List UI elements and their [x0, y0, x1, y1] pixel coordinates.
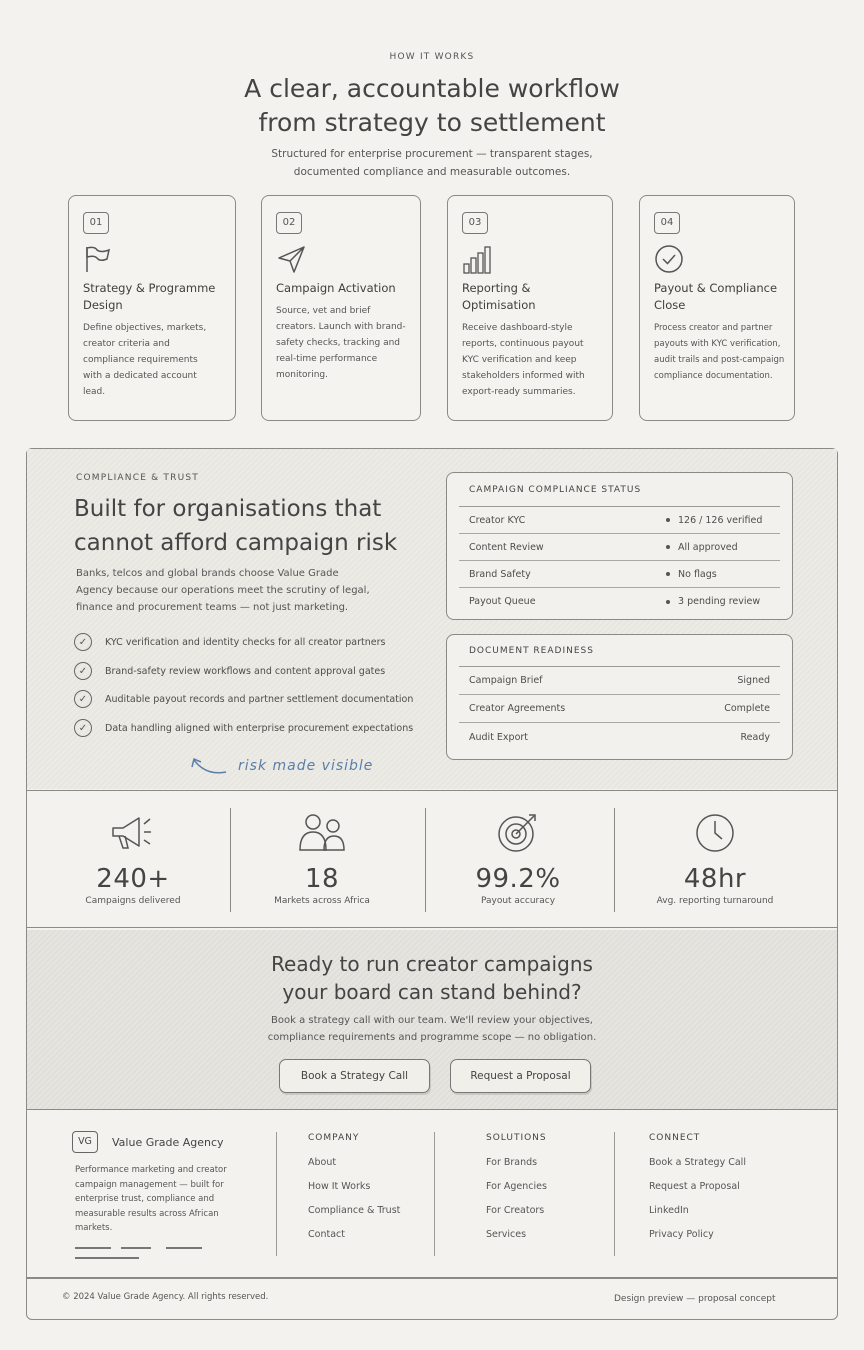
social-link-placeholder[interactable] [166, 1247, 202, 1249]
cta-title-line-2: your board can stand behind? [282, 980, 582, 1004]
footer-link-how-it-works[interactable]: How It Works [308, 1181, 371, 1192]
check-item [74, 660, 385, 682]
cta-title-line-1: Ready to run creator campaigns [271, 952, 593, 976]
page-title-line-1: A clear, accountable workflow [244, 74, 620, 103]
footer-column-heading: CONNECT [649, 1133, 701, 1143]
cta-body [232, 1012, 632, 1046]
status-label: Payout Queue [469, 596, 536, 607]
footer-link-strategy-call[interactable]: Book a Strategy Call [649, 1157, 746, 1168]
compliance-body: Banks, telcos and global brands choose Value Grade Agency because our operations meet the scrutiny of legal, finance and procurement teams — not just marketing. [76, 568, 370, 613]
step-card-strategy [68, 195, 236, 421]
status-label: Content Review [469, 541, 544, 553]
status-value: No flags [678, 568, 717, 580]
check-item-text: KYC verification and identity checks for all creator partners [105, 636, 386, 648]
document-value: Complete [724, 703, 770, 714]
check-item [74, 631, 385, 653]
check-item-text: Brand-safety review workflows and content approval gates [105, 665, 386, 677]
footer-link-contact[interactable]: Contact [308, 1229, 345, 1240]
status-label: Creator KYC [469, 514, 526, 526]
footer-divider [614, 1132, 615, 1256]
cta-body-line-1: Book a strategy call with our team. We'll review your objectives, [271, 1015, 593, 1026]
status-value: All approved [678, 541, 738, 553]
page-subtitle [232, 145, 632, 181]
cta-title [0, 950, 864, 1006]
compliance-eyebrow: COMPLIANCE & TRUST [76, 473, 199, 483]
footer-link-proposal[interactable]: Request a Proposal [649, 1181, 740, 1192]
status-value: 126 / 126 verified [678, 514, 763, 526]
check-item-text: Auditable payout records and partner settlement documentation [105, 693, 414, 705]
step-title: Payout & Compliance Close [654, 281, 778, 312]
request-proposal-button[interactable]: Request a Proposal [450, 1059, 591, 1093]
document-row [459, 695, 780, 723]
flag-icon [83, 244, 113, 274]
brand-description: Performance marketing and creator campaign management — built for enterprise trust, compliance and measurable results across African markets. [75, 1165, 227, 1233]
brand-logo[interactable]: VG [72, 1131, 98, 1153]
compliance-title-line-1: Built for organisations that [74, 496, 382, 522]
stat-divider [230, 808, 231, 912]
step-title: Campaign Activation [276, 281, 396, 295]
status-row [459, 561, 780, 588]
footer-link-linkedin[interactable]: LinkedIn [649, 1205, 689, 1216]
check-icon: ✓ [74, 719, 92, 737]
stat-payout-accuracy [458, 812, 578, 906]
social-link-placeholder[interactable] [121, 1247, 151, 1249]
compliance-title-line-2: cannot afford campaign risk [74, 530, 398, 556]
document-row [459, 667, 780, 695]
check-circle-icon [654, 244, 684, 274]
status-value: 3 pending review [678, 596, 761, 607]
stat-divider [425, 808, 426, 912]
check-icon: ✓ [74, 662, 92, 680]
check-item [74, 688, 413, 710]
step-card-activation [261, 195, 421, 421]
bar-chart-icon [462, 244, 492, 274]
step-description: Source, vet and brief creators. Launch with brand-safety checks, tracking and real-time performance monitoring. [276, 306, 406, 380]
footer-link-privacy[interactable]: Privacy Policy [649, 1229, 714, 1240]
footer-link-creators[interactable]: For Creators [486, 1205, 545, 1216]
people-icon [296, 812, 348, 854]
check-icon: ✓ [74, 690, 92, 708]
check-icon: ✓ [74, 633, 92, 651]
step-title: Strategy & Programme Design [83, 281, 216, 312]
footer-link-brands[interactable]: For Brands [486, 1157, 538, 1168]
paper-plane-icon [276, 244, 306, 274]
page-title [0, 72, 864, 140]
status-dot-icon [666, 518, 670, 522]
check-item-text: Data handling aligned with enterprise procurement expectations [105, 722, 414, 734]
status-row [459, 507, 780, 534]
stat-label: Markets across Africa [274, 896, 370, 906]
footer-link-agencies[interactable]: For Agencies [486, 1181, 547, 1192]
stat-label: Avg. reporting turnaround [656, 896, 774, 906]
footer-link-about[interactable]: About [308, 1157, 337, 1168]
stat-value: 240+ [96, 864, 170, 894]
risk-annotation [190, 756, 373, 776]
step-number: 01 [83, 212, 109, 234]
check-item [74, 717, 413, 739]
curved-arrow-icon [190, 756, 228, 776]
stat-label: Campaigns delivered [85, 896, 181, 906]
risk-annotation-text: risk made visible [238, 758, 374, 774]
compliance-title [74, 492, 434, 560]
page-subtitle-line-1: Structured for enterprise procurement — transparent stages, [271, 148, 593, 160]
footer-column-solutions [486, 1133, 547, 1253]
social-link-placeholder[interactable] [75, 1257, 139, 1259]
clock-icon [693, 812, 737, 854]
compliance-status-card [446, 472, 793, 620]
stat-value: 48hr [683, 864, 747, 894]
step-card-payout [639, 195, 795, 421]
document-readiness-card [446, 634, 793, 760]
footer-link-compliance[interactable]: Compliance & Trust [308, 1205, 401, 1216]
footer-divider-horizontal [27, 1277, 837, 1279]
footer-column-company [308, 1133, 400, 1253]
stat-divider [614, 808, 615, 912]
footer-link-services[interactable]: Services [486, 1229, 527, 1240]
step-description: Process creator and partner payouts with KYC verification, audit trails and post-campaign compliance documentation. [654, 323, 785, 381]
status-row [459, 534, 780, 561]
brand-name: Value Grade Agency [112, 1136, 224, 1149]
copyright-text: © 2024 Value Grade Agency. All rights reserved. [62, 1292, 269, 1302]
footer-column-connect [649, 1133, 746, 1253]
status-dot-icon [666, 600, 670, 604]
footer-column-heading: SOLUTIONS [486, 1133, 547, 1143]
target-icon [496, 812, 540, 854]
step-number: 04 [654, 212, 680, 234]
status-dot-icon [666, 572, 670, 576]
status-card-heading: CAMPAIGN COMPLIANCE STATUS [459, 473, 780, 507]
step-title: Reporting & Optimisation [462, 281, 536, 312]
footer-column-heading: COMPANY [308, 1133, 360, 1143]
step-description: Define objectives, markets, creator criteria and compliance requirements with a dedicated account lead. [83, 323, 207, 397]
step-number: 03 [462, 212, 488, 234]
document-value: Ready [740, 731, 770, 743]
status-row [459, 588, 780, 615]
document-value: Signed [737, 675, 770, 686]
stat-turnaround [650, 812, 780, 906]
stat-markets [262, 812, 382, 906]
document-label: Audit Export [469, 731, 529, 743]
step-number: 02 [276, 212, 302, 234]
stat-value: 99.2% [475, 864, 561, 894]
stat-value: 18 [304, 864, 340, 894]
cta-body-line-2: compliance requirements and programme scope — no obligation. [267, 1032, 597, 1043]
book-strategy-call-button[interactable]: Book a Strategy Call [279, 1059, 430, 1093]
page-subtitle-line-2: documented compliance and measurable outcomes. [293, 166, 571, 178]
page-title-line-2: from strategy to settlement [258, 108, 606, 137]
step-card-reporting [447, 195, 613, 421]
footer-divider [276, 1132, 277, 1256]
document-label: Creator Agreements [469, 703, 566, 714]
social-link-placeholder[interactable] [75, 1247, 111, 1249]
section-eyebrow: HOW IT WORKS [389, 52, 475, 62]
megaphone-icon [109, 812, 157, 854]
document-row [459, 723, 780, 751]
step-description: Receive dashboard-style reports, continuous payout KYC verification and keep stakeholders informed with export-ready summaries. [462, 323, 585, 397]
document-label: Campaign Brief [469, 675, 543, 686]
stat-label: Payout accuracy [480, 896, 556, 906]
documents-card-heading: DOCUMENT READINESS [459, 635, 780, 667]
footer-divider [434, 1132, 435, 1256]
design-preview-note: Design preview — proposal concept [614, 1294, 776, 1304]
status-dot-icon [666, 545, 670, 549]
status-label: Brand Safety [469, 568, 531, 580]
stat-campaigns [74, 812, 192, 906]
